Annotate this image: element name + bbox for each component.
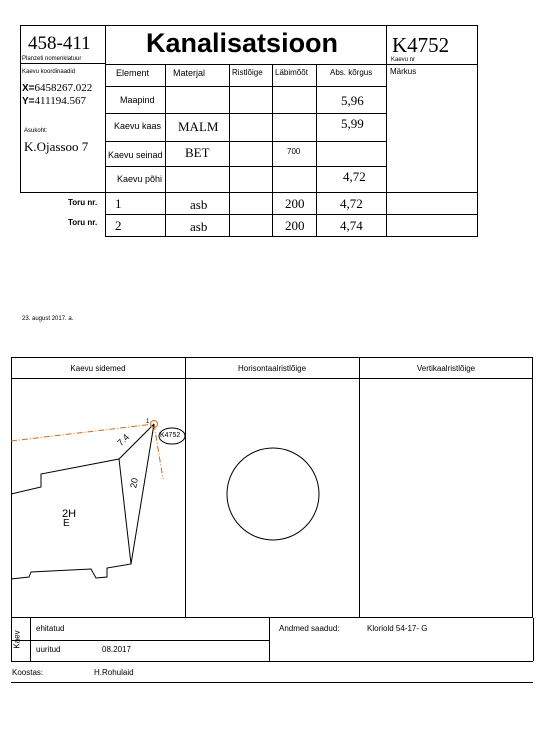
location-value: K.Ojassoo 7 [24, 139, 89, 154]
location-label: Asukoht: [24, 128, 48, 134]
pipe-labimoot: 200 [285, 218, 305, 233]
divider [11, 682, 533, 683]
source-value: Kloriold 54-17- G [367, 624, 428, 633]
well-sketch [11, 379, 185, 617]
divider [105, 141, 386, 142]
coord-x [22, 82, 92, 94]
coord-x-value: 6458267.022 [34, 82, 93, 94]
well-circle [227, 448, 319, 540]
divider [20, 63, 105, 64]
divider [11, 640, 269, 641]
table-row-element: Maapind [120, 95, 155, 105]
divider [30, 618, 31, 661]
divider [105, 113, 386, 114]
surveyed-label: uuritud [36, 645, 61, 654]
surveyed-value: 08.2017 [102, 645, 131, 654]
divider [272, 64, 273, 236]
sketch-building-sub: E [63, 518, 70, 529]
well-number-label: Kaevu nr [391, 57, 416, 63]
col-header-element: Element [116, 68, 150, 78]
col-header-korgus: Abs. kõrgus [330, 68, 373, 77]
table-row-element: Kaevu põhi [117, 174, 163, 184]
author-label: Koostas: [12, 668, 44, 677]
pipe-label: Toru nr. [68, 198, 98, 207]
footer-side-label: Kaev [12, 630, 22, 649]
table-row-materjal: MALM [178, 119, 219, 134]
coord-y [22, 95, 86, 107]
divider [105, 25, 106, 236]
divider [316, 64, 317, 236]
divider [105, 166, 386, 167]
section-title-right: Vertikaalristlõige [416, 364, 476, 373]
divider [105, 214, 478, 215]
pipe-korgus: 4,74 [340, 218, 363, 233]
table-row-element: Kaevu kaas [114, 121, 162, 131]
section-title-middle: Horisontaalristlõige [237, 364, 307, 373]
col-header-markus: Märkus [390, 67, 417, 76]
table-row-element: Kaevu seinad [108, 150, 163, 160]
sketch-dim-a: 7.4 [115, 432, 132, 448]
page-title: Kanalisatsioon [146, 28, 339, 58]
divider [11, 661, 533, 662]
source-label: Andmed saadud: [279, 624, 340, 633]
col-header-materjal: Materjal [173, 68, 206, 78]
sketch-building-label: 2H [62, 508, 77, 520]
pipe-materjal: asb [190, 197, 208, 212]
coord-y-label: Y= [22, 96, 35, 107]
divider [533, 618, 534, 661]
built-label: ehitatud [36, 624, 65, 633]
divider [105, 236, 478, 237]
sketch-well-label: K4752 [160, 432, 181, 439]
pipe-korgus: 4,72 [340, 196, 363, 211]
nomenclature-label: Planzeti nomenklatuur [22, 56, 82, 62]
document-date: 23. august 2017. a. [22, 316, 74, 322]
col-header-ristloige: Ristlõige [232, 68, 263, 77]
coordinates-label: Kaevu koordinaadid [22, 69, 76, 75]
divider [165, 64, 166, 236]
author-value: H.Rohulaid [94, 668, 134, 677]
pipe-labimoot: 200 [285, 196, 305, 211]
pipe-nr: 1 [115, 196, 122, 211]
divider [386, 64, 387, 236]
table-row-korgus: 4,72 [343, 169, 366, 184]
divider [359, 357, 360, 618]
table-row-korgus: 5,99 [341, 116, 364, 131]
table-row-korgus: 5,96 [341, 93, 364, 108]
coord-x-label: X= [22, 83, 35, 94]
divider [229, 64, 230, 236]
measure-line [131, 424, 154, 564]
sketch-point-no: 1 [146, 419, 150, 425]
pipe-label: Toru nr. [68, 218, 98, 227]
divider [105, 86, 386, 87]
horizontal-cross-section [185, 379, 359, 617]
divider [269, 618, 270, 661]
coord-y-value: 411194.567 [34, 95, 86, 107]
pipe-materjal: asb [190, 219, 208, 234]
nomenclature: 458-411 [28, 33, 91, 54]
pipe-line [11, 424, 154, 441]
table-row-labimoot: 700 [287, 147, 301, 156]
pipe-nr: 2 [115, 218, 122, 233]
table-row-materjal: BET [185, 145, 210, 160]
col-header-labimoot: Läbimõõt [275, 68, 308, 77]
divider [105, 64, 478, 65]
section-title-left: Kaevu sidemed [70, 364, 126, 373]
well-number: K4752 [392, 33, 450, 57]
sketch-dim-b: 20 [128, 477, 140, 489]
